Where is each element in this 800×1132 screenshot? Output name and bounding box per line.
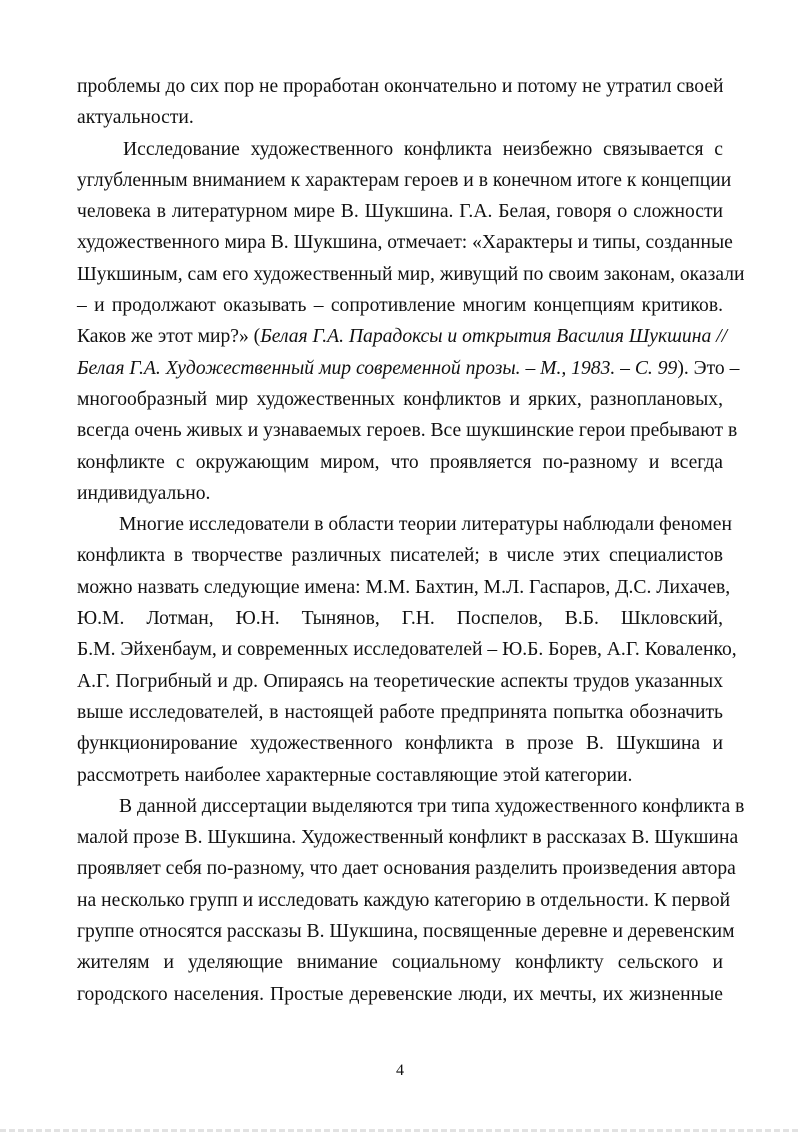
quote-end: Каков же этот мир?» — [77, 326, 249, 348]
text-line: актуальности. — [77, 107, 194, 129]
text-line: Б.М. Эйхенбаум, и современных исследователей – Ю.Б. Борев, А.Г. Коваленко, — [77, 639, 737, 661]
text-line: углубленным вниманием к характерам героев и в конечном итоге к концепции — [77, 169, 732, 191]
text-line: на несколько групп и исследовать каждую категорию в отдельности. К первой — [77, 889, 731, 911]
text-line: группе относятся рассказы В. Шукшина, посвященные деревне и деревенским — [77, 921, 735, 943]
text-line-with-citation — [77, 353, 740, 384]
text-line: малой прозе В. Шукшина. Художественный конфликт в рассказах В. Шукшина — [77, 827, 739, 849]
text-line: жителям и уделяющие внимание социальному конфликту сельского и — [77, 952, 723, 974]
text-line: городского населения. Простые деревенские люди, их мечты, их жизненные — [77, 983, 723, 1005]
text-line: художественного мира В. Шукшина, отмечает: «Характеры и типы, созданные — [77, 232, 733, 254]
text-line: человека в литературном мире В. Шукшина. Г.А. Белая, говоря о сложности — [77, 201, 723, 223]
text-line-with-citation: Каков же этот мир?» (Белая Г.А. Парадоксы и открытия Василия Шукшина // — [77, 326, 728, 348]
page-number: 4 — [396, 1062, 404, 1079]
text-line: проявляет себя по-разному, что дает основания разделить произведения автора — [77, 858, 736, 880]
citation-italic: Белая Г.А. Художественный мир современной прозы. – М., 1983. – С. 99 — [77, 357, 678, 379]
text-line: функционирование художественного конфликта в прозе В. Шукшина и — [77, 733, 723, 755]
text-line: можно назвать следующие имена: М.М. Бахтин, М.Л. Гаспаров, Д.С. Лихачев, — [77, 576, 731, 598]
text-line: Шукшиным, сам его художественный мир, живущий по своим законам, оказали — [77, 263, 745, 285]
text-line: конфликте с окружающим миром, что проявляется по-разному и всегда — [77, 451, 723, 473]
paragraph-first-line: Многие исследователи в области теории литературы наблюдали феномен — [119, 514, 732, 536]
text-line: – и продолжают оказывать – сопротивление многим концепциям критиков. — [77, 295, 723, 317]
text-line: индивидуально. — [77, 482, 211, 504]
text-line: выше исследователей, в настоящей работе предпринята попытка обозначить — [77, 701, 723, 723]
paragraph-first-line: В данной диссертации выделяются три типа художественного конфликта в — [119, 795, 745, 817]
text-line: рассмотреть наиболее характерные составляющие этой категории. — [77, 764, 633, 786]
text-line: всегда очень живых и узнаваемых героев. Все шукшинские герои пребывают в — [77, 420, 738, 442]
text-line: конфликта в творчестве различных писателей; в числе этих специалистов — [77, 545, 723, 567]
citation-italic: Белая Г.А. Парадоксы и открытия Василия Шукшина // — [260, 326, 728, 348]
citation-close: ). Это – — [677, 357, 740, 379]
paragraph-first-line: Исследование художественного конфликта неизбежно связывается с — [123, 138, 723, 160]
body-text — [77, 71, 745, 1010]
text-line: проблемы до сих пор не проработан окончательно и потому не утратил своей — [77, 76, 724, 97]
text-line: многообразный мир художественных конфликтов и ярких, разноплановых, — [77, 388, 723, 410]
text-line: А.Г. Погрибный и др. Опираясь на теоретические аспекты трудов указанных — [77, 670, 723, 692]
text-line: Ю.М. Лотман, Ю.Н. Тынянов, Г.Н. Поспелов, В.Б. Шкловский, — [77, 608, 723, 630]
